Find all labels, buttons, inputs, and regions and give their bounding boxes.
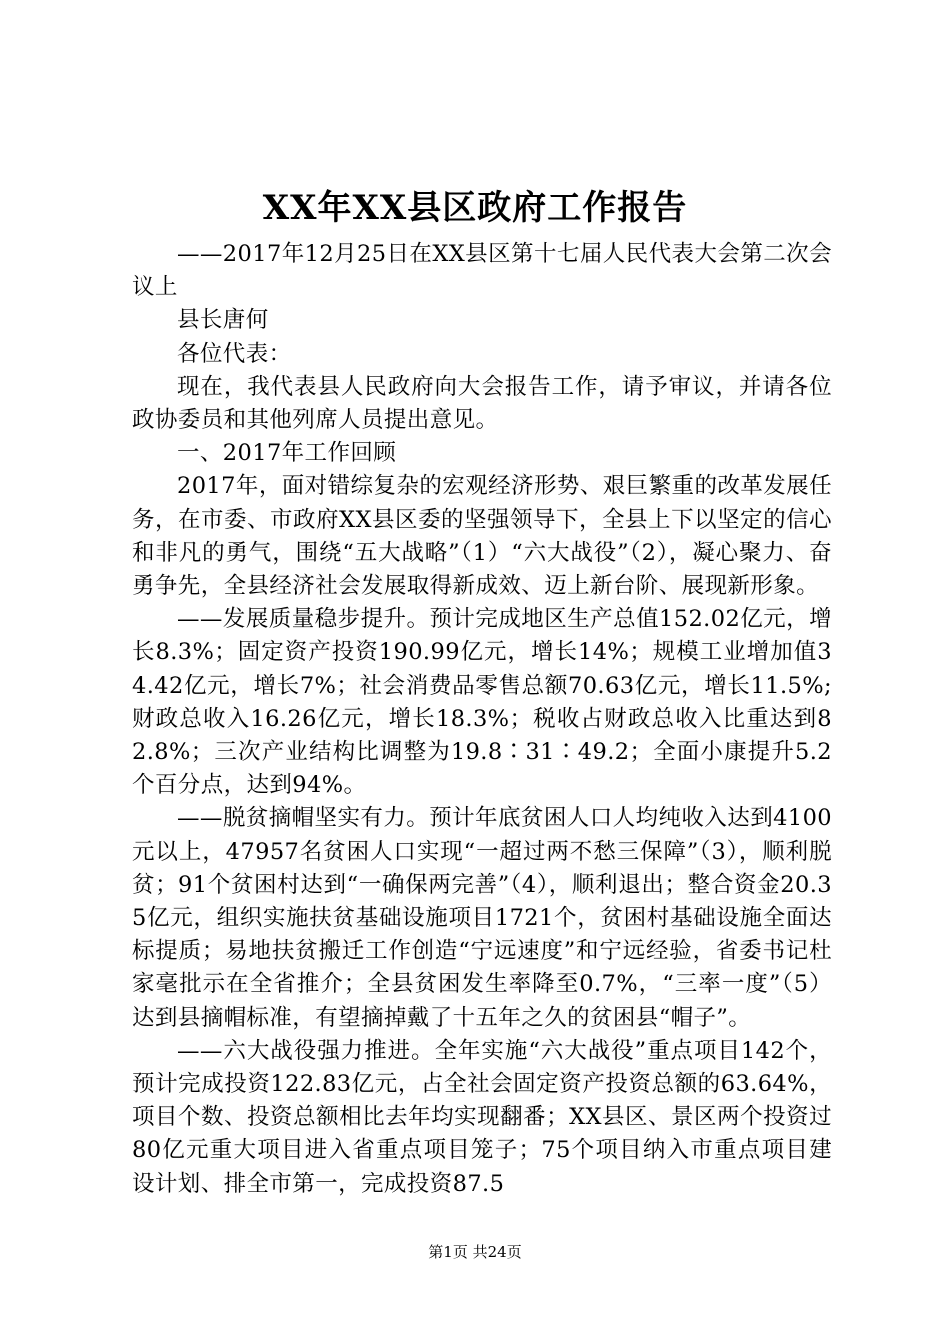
body-paragraph: ——脱贫摘帽坚实有力。预计年底贫困人口人均纯收入达到4100元以上，47957名贫困人口实现“一超过两不愁三保障”（3），顺利脱贫；91个贫困村达到“一确保两完善”（4），顺利退出；整合资金20.35亿元，组织实施扶贫基础设施项目1721个，贫困村基础设施全面达标提质；易地扶贫搬迁工作创造“宁远速度”和宁远经验，省委书记杜家毫批示在全省推介；全县贫困发生率降至0.7%，“三率一度”（5）达到县摘帽标准，有望摘掉戴了十五年之久的贫困县“帽子”。 [132,805,832,1031]
body-paragraph: 2017年，面对错综复杂的宏观经济形势、艰巨繁重的改革发展任务，在市委、市政府XX县区委的坚强领导下，全县上下以坚定的信心和非凡的勇气，围绕“五大战略”（1）“六大战役”（2），凝心聚力、奋勇争先，全县经济社会发展取得新成效、迈上新台阶、展现新形象。 [132,473,832,600]
document-body [132,238,832,1201]
document-title: XX年XX县区政府工作报告 [262,188,688,228]
body-paragraph: 现在，我代表县人民政府向大会报告工作，请予审议，并请各位政协委员和其他列席人员提出意见。 [132,373,832,434]
section-heading: 一、2017年工作回顾 [177,440,397,467]
subtitle-paragraph: ——2017年12月25日在XX县区第十七届人民代表大会第二次会议上 [132,241,832,301]
body-paragraph: ——发展质量稳步提升。预计完成地区生产总值152.02亿元，增长8.3%；固定资产投资190.99亿元，增长14%；规模工业增加值34.42亿元，增长7%；社会消费品零售总额70.63亿元，增长11.5%;财政总收入16.26亿元，增长18.3%；税收占财政总收入比重达到82.8%；三次产业结构比调整为19.8∶31∶49.2；全面小康提升5.2个百分点，达到94%。 [132,606,832,799]
page-number-footer: 第1页 共24页 [428,1243,522,1261]
salutation-line: 各位代表： [177,340,292,367]
body-paragraph: ——六大战役强力推进。全年实施“六大战役”重点项目142个，预计完成投资122.83亿元，占全社会固定资产投资总额的63.64%，项目个数、投资总额相比去年均实现翻番；XX县区、景区两个投资过80亿元重大项目进入省重点项目笼子；75个项目纳入市重点项目建设计划、排全市第一，完成投资87.5 [132,1037,832,1197]
speaker-line: 县长唐何 [177,307,269,334]
